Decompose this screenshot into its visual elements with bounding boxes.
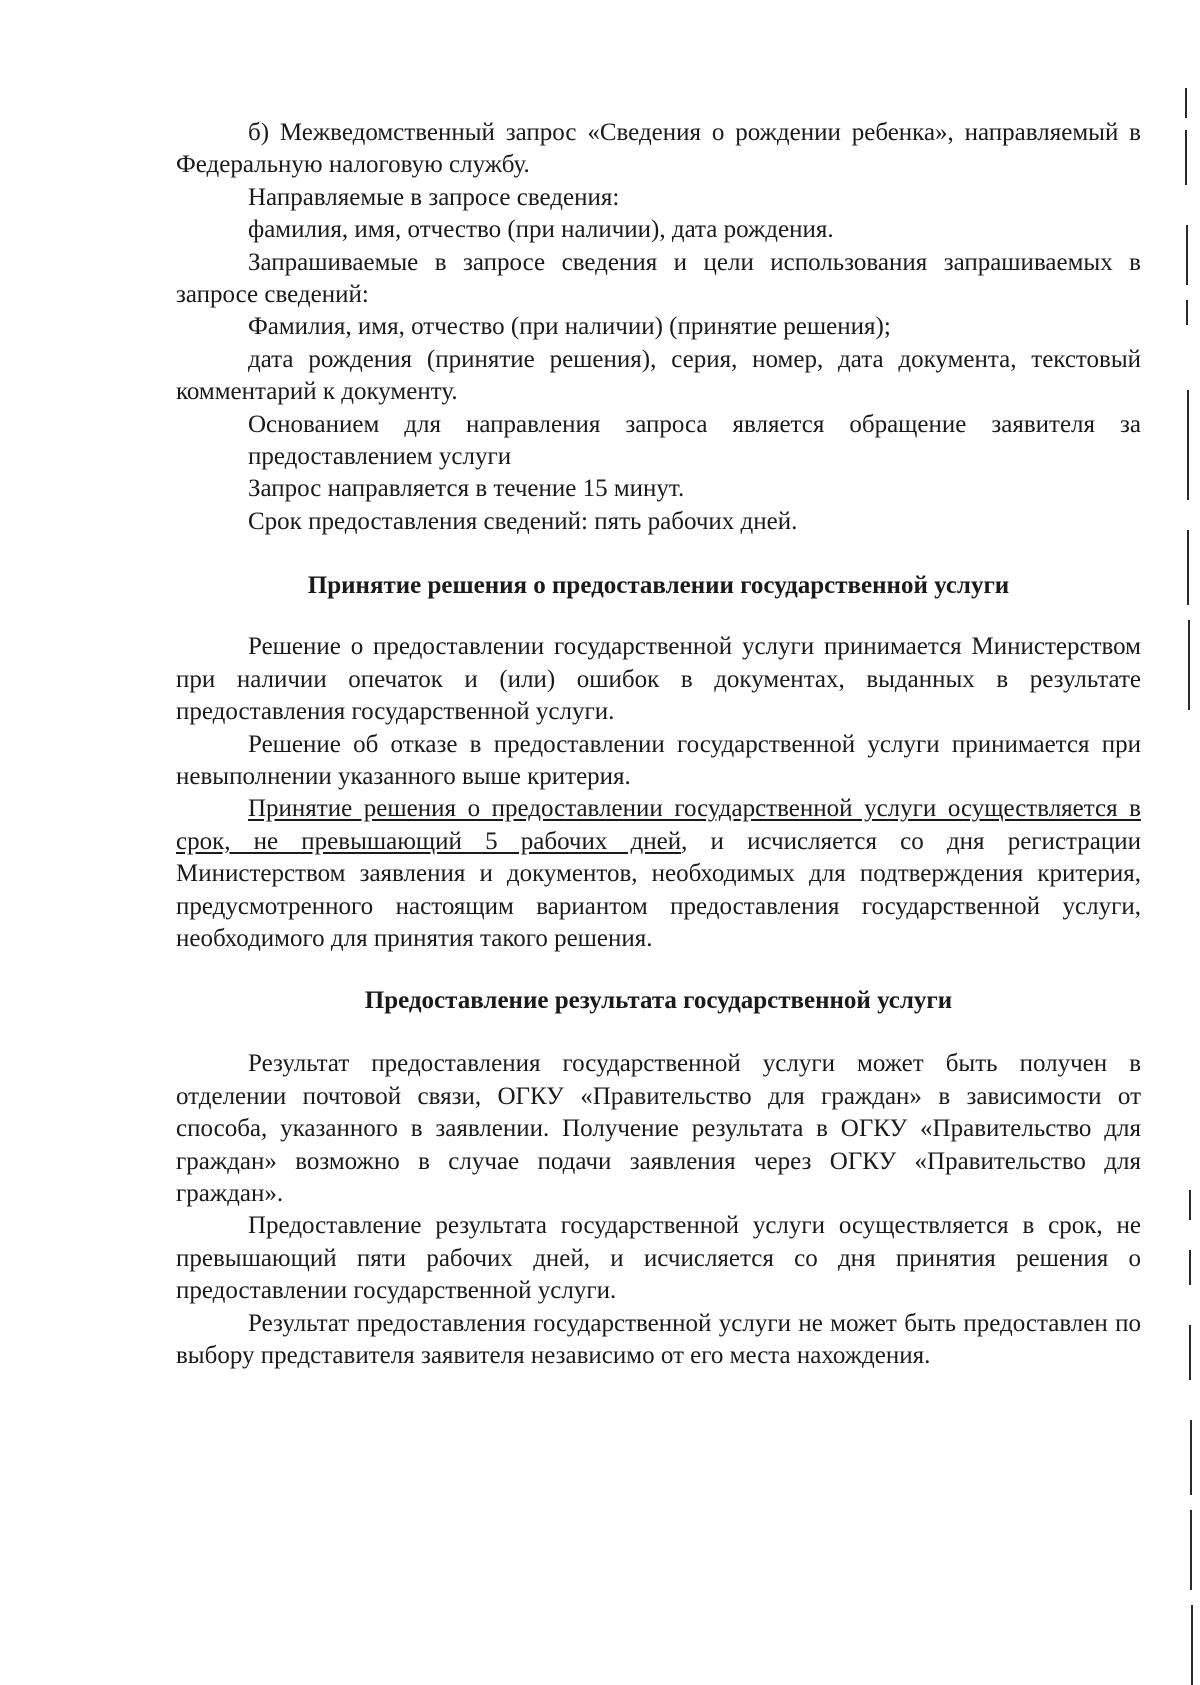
paragraph: Результат предоставления государственной услуги не может быть предоставлен по выбору представителя заявителя независимо от его места нахождения. bbox=[176, 1309, 1141, 1369]
paragraph: Направляемые в запросе сведения: bbox=[248, 183, 620, 211]
underlined-text: Принятие решения о предоставлении государственной услуги осуществляется в срок, не превышающий 5 рабочих дней bbox=[176, 795, 1141, 855]
spacer bbox=[176, 602, 1141, 631]
spacer bbox=[176, 538, 1141, 570]
scan-artifact-line bbox=[1191, 1605, 1193, 1685]
scan-artifact-line bbox=[1187, 390, 1189, 500]
section-heading: Принятие решения о предоставлении государственной услуги bbox=[307, 572, 1010, 600]
paragraph: Решение о предоставлении государственной услуги принимается Министерством при наличии опечаток и (или) ошибок в документах, выданных в результате предоставления государственной услуги. bbox=[176, 633, 1141, 726]
paragraph: б) Межведомственный запрос «Сведения о рождении ребенка», направляемый в Федеральную налоговую службу. bbox=[176, 119, 1141, 179]
scan-artifact-line bbox=[1185, 130, 1187, 185]
paragraph: Запрашиваемые в запросе сведения и цели использования запрашиваемых в запросе сведений: bbox=[176, 248, 1141, 309]
paragraph: Основанием для направления запроса является обращение заявителя за предоставлением услуги bbox=[248, 410, 1141, 471]
document-body bbox=[176, 117, 1141, 1372]
paragraph: Решение об отказе в предоставлении государственной услуги принимается при невыполнении указанного выше критерия. bbox=[176, 730, 1141, 790]
scan-artifact-line bbox=[1186, 300, 1188, 325]
paragraph: Результат предоставления государственной услуги может быть получен в отделении почтовой связи, ОГКУ «Правительство для граждан» в зависимости от способа, указанного в заявлении. Получение результата в ОГКУ «Правительство для граждан» возможно в случае подачи заявления через ОГКУ «Правительство для граждан». bbox=[176, 1050, 1141, 1207]
paragraph: фамилия, имя, отчество (при наличии), дата рождения. bbox=[248, 216, 834, 244]
scan-artifact-line bbox=[1188, 620, 1190, 710]
paragraph: Предоставление результата государственной услуги осуществляется в срок, не превышающий пяти рабочих дней, и исчисляется со дня принятия решения о предоставлении государственной услуги. bbox=[176, 1212, 1141, 1305]
section-heading: Предоставление результата государственной услуги bbox=[364, 987, 953, 1015]
scan-artifact-line bbox=[1189, 1250, 1191, 1285]
paragraph-text: , и исчисляется со дня регистрации Министерством заявления и документов, необходимых для подтверждения критерия, предусмотренного настоящим вариантом предоставления государственной услуги, необходимого для принятия такого решения. bbox=[176, 827, 1141, 952]
scan-artifact-line bbox=[1185, 88, 1187, 118]
spacer bbox=[176, 1017, 1141, 1048]
scan-artifact-line bbox=[1189, 1325, 1191, 1380]
scan-artifact-line bbox=[1186, 225, 1188, 285]
paragraph: дата рождения (принятие решения), серия, номер, дата документа, текстовый комментарий к документу. bbox=[176, 345, 1141, 406]
paragraph: Запрос направляется в течение 15 минут. bbox=[248, 475, 685, 503]
scan-artifact-line bbox=[1190, 1420, 1192, 1495]
scan-artifact-line bbox=[1187, 530, 1189, 605]
scan-artifact-line bbox=[1189, 1190, 1191, 1220]
spacer bbox=[176, 955, 1141, 985]
paragraph bbox=[176, 793, 1141, 955]
paragraph: Срок предоставления сведений: пять рабочих дней. bbox=[248, 507, 798, 535]
scan-artifact-line bbox=[1190, 1510, 1192, 1590]
paragraph: Фамилия, имя, отчество (при наличии) (принятие решения); bbox=[248, 313, 891, 341]
